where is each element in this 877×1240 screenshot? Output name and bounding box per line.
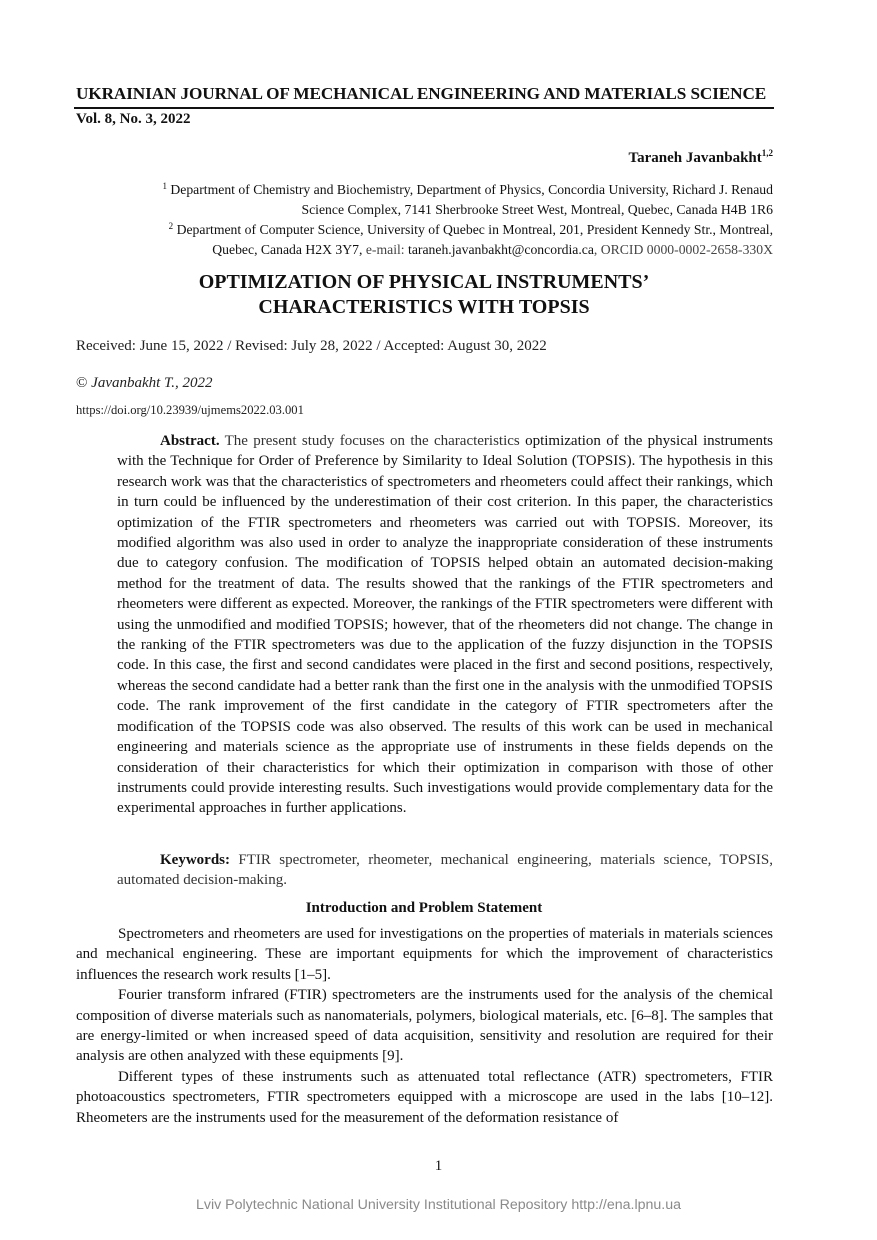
volume-info: Vol. 8, No. 3, 2022 [76, 111, 191, 127]
affiliation-2 [93, 216, 773, 260]
copyright-text: Javanbakht T., 2022 [91, 375, 213, 391]
affiliation-marker: 2 [168, 221, 174, 231]
keywords [117, 850, 773, 891]
header-rule [74, 107, 774, 109]
email-label: e-mail: [362, 242, 409, 257]
page-number: 1 [434, 1158, 443, 1174]
keywords-text: FTIR spectrometer, rheometer, mechanical engineering, materials science, TOPSIS, automated decision-making. [117, 852, 773, 889]
paragraph: Fourier transform infrared (FTIR) spectrometers are the instruments used for the analysis of the chemical composition of diverse materials such as nanomaterials, polymers, biological materials, etc. [6–8]. The samples that are energy-limited or when increased speed of data acquisition, sensitivity and resolution are required for their analysis are othen analyzed with these equipments [9]. [76, 987, 773, 1065]
author-affiliation-marks: 1,2 [761, 148, 773, 158]
affiliation-line: Department of Computer Science, University of Quebec in Montreal, 201, President Kennedy Str., Montreal, [176, 222, 773, 237]
section-body [76, 924, 773, 1128]
author-name [629, 148, 774, 167]
affiliation-marker: 1 [162, 181, 167, 191]
author-email-link[interactable]: taraneh.javanbakht@concordia.ca [408, 242, 594, 257]
orcid: , ORCID 0000-0002-2658-330X [593, 242, 773, 257]
affiliation-line: Quebec, Canada H2X 3Y7, [212, 242, 363, 257]
repository-footer: Lviv Polytechnic National University Institutional Repository http://ena.lpnu.ua [196, 1197, 681, 1213]
abstract-text: optimization of the physical instruments with the Technique for Order of Preference by Similarity to Ideal Solution (TOPSIS). The hypothesis in this research work was that the characteristics of spectrometers and rheometers could affect their rankings, which in turn could be influenced by the underestimation of their cost criterion. In this paper, the characteristics optimization of the FTIR spectrometers and rheometers was carried out with TOPSIS. Moreover, its modified algorithm was also used in order to analyze the inappropriate consideration of these instruments due to category confusion. The modification of TOPSIS helped obtain an automated decision-making method for the treatment of data. The results showed that the rankings of the FTIR spectrometers and rheometers were different as expected. Moreover, the rankings of the FTIR spectrometers were different with using the unmodified and modified TOPSIS; however, that of the rheometers did not change. The change in the ranking of the FTIR spectrometers was due to the application of the fuzzy disjunction in the TOPSIS code. In this case, the first and second candidates were placed in the first and second positions, respectively, whereas the second candidate had a better rank than the first one in the analysis with the unmodified TOPSIS code. The rank improvement of the first candidate in the category of FTIR spectrometers after the modification of the TOPSIS code was also observed. The results of this work can be used in mechanical engineering and materials science as the appropriate use of instruments in these fields depends on the consideration of their characteristics for which their optimization in comparison with those of other instruments could provide interesting results. Such investigations would provide complementary data for the experimental approaches in further applications. [117, 433, 773, 817]
journal-title: UKRAINIAN JOURNAL OF MECHANICAL ENGINEERING AND MATERIALS SCIENCE [76, 84, 767, 103]
affiliation-line: Science Complex, 7141 Sherbrooke Street West, Montreal, Quebec, Canada H4B 1R6 [301, 202, 773, 217]
abstract-intro: The present study focuses on the characteristics [219, 433, 526, 449]
submission-dates: Received: June 15, 2022 / Revised: July 28, 2022 / Accepted: August 30, 2022 [76, 338, 547, 354]
affiliation-1 [93, 176, 773, 220]
copyright [76, 375, 213, 392]
paper-title [74, 270, 774, 320]
copyright-symbol: © [76, 375, 92, 391]
paragraph: Spectrometers and rheometers are used for investigations on the properties of materials in materials sciences and mechanical engineering. These are important equipments for which the improvement of characteristics influences the research work results [1–5]. [76, 926, 773, 983]
section-heading: Introduction and Problem Statement [305, 900, 543, 916]
paragraph: Different types of these instruments such as attenuated total reflectance (ATR) spectrometers, FTIR photoacoustics spectrometers, FTIR spectrometers equipped with a microscope are used in the labs [10–12]. Rheometers are the instruments used for the measurement of the deformation resistance of [76, 1068, 773, 1126]
abstract [117, 431, 773, 819]
author-name-text: Taraneh Javanbakht [628, 150, 762, 166]
title-line: CHARACTERISTICS WITH TOPSIS [258, 296, 590, 318]
keywords-label: Keywords: [160, 852, 230, 868]
abstract-label: Abstract. [160, 433, 220, 449]
title-line: OPTIMIZATION OF PHYSICAL INSTRUMENTS’ [198, 271, 650, 293]
doi-link[interactable]: https://doi.org/10.23939/ujmems2022.03.001 [76, 403, 304, 417]
affiliation-line: Department of Chemistry and Biochemistry, Department of Physics, Concordia University, Richard J. Renaud [170, 182, 773, 197]
